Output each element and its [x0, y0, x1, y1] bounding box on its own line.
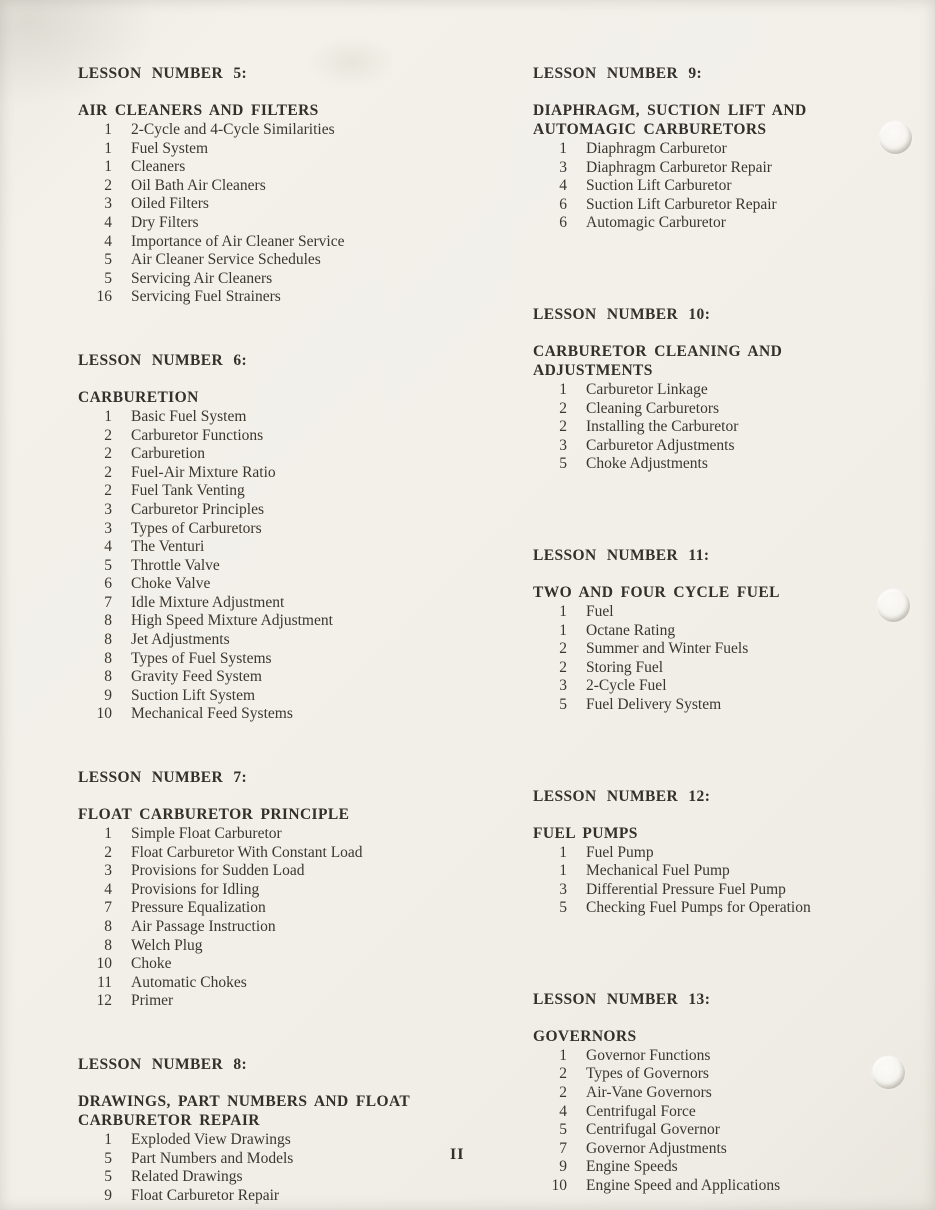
toc-entry — [533, 214, 911, 233]
lesson-section — [78, 768, 486, 1011]
entry-page-number: 10 — [96, 705, 112, 723]
entry-title: Part Numbers and Models — [131, 1149, 294, 1167]
lesson-section — [78, 351, 486, 724]
punch-hole-top — [879, 121, 912, 154]
entry-title: Throttle Valve — [131, 556, 220, 574]
entry-title: Exploded View Drawings — [131, 1130, 291, 1148]
entry-page-number: 6 — [104, 575, 112, 593]
entry-title: Diaphragm Carburetor Repair — [586, 158, 772, 176]
punch-hole-middle — [877, 589, 910, 622]
entry-page-number: 1 — [559, 602, 567, 620]
entry-page-number: 4 — [559, 177, 567, 195]
toc-entry — [78, 881, 486, 900]
entry-title: Suction Lift Carburetor — [586, 177, 732, 195]
entry-page-number: 8 — [104, 936, 112, 954]
toc-entries — [533, 381, 911, 474]
toc-entry — [78, 631, 486, 650]
entry-page-number: 10 — [551, 1177, 567, 1195]
entry-page-number: 3 — [104, 195, 112, 213]
entry-page-number: 3 — [104, 519, 112, 537]
lesson-heading: LESSON NUMBER 9: — [533, 65, 703, 82]
toc-entry — [78, 1131, 486, 1150]
lesson-section — [78, 1055, 486, 1205]
toc-entry — [533, 1121, 911, 1140]
entry-page-number: 1 — [104, 158, 112, 176]
entry-title: Choke Adjustments — [586, 455, 708, 473]
toc-entry — [533, 381, 911, 400]
entry-page-number: 9 — [104, 686, 112, 704]
toc-entry — [533, 1140, 911, 1159]
lesson-heading: LESSON NUMBER 12: — [533, 787, 711, 805]
toc-entry — [533, 159, 911, 178]
lesson-section — [533, 305, 911, 474]
section-title: CARBURETOR CLEANING AND ADJUSTMENTS — [533, 342, 783, 379]
lesson-heading: LESSON NUMBER 10: — [533, 305, 711, 323]
entry-page-number: 2 — [559, 658, 567, 676]
section-title: TWO AND FOUR CYCLE FUEL — [533, 583, 780, 601]
toc-entry — [78, 668, 486, 687]
entry-page-number: 1 — [559, 621, 567, 639]
lesson-section — [533, 546, 911, 715]
toc-entry — [533, 677, 911, 696]
entry-page-number: 2 — [104, 843, 112, 861]
toc-entry — [78, 1168, 486, 1187]
entry-page-number: 5 — [559, 1121, 567, 1139]
entry-title: Carburetor Linkage — [586, 380, 708, 398]
entry-title: Mechanical Fuel Pump — [586, 862, 730, 880]
entry-title: Pressure Equalization — [131, 899, 266, 917]
toc-entry — [78, 705, 486, 724]
entry-title: Types of Fuel Systems — [131, 649, 272, 667]
entry-title: Suction Lift System — [131, 686, 255, 704]
punch-hole-bottom — [872, 1056, 905, 1089]
entry-title: Cleaners — [131, 158, 186, 176]
entry-page-number: 3 — [104, 500, 112, 518]
toc-entry — [533, 1047, 911, 1066]
lesson-section — [533, 990, 911, 1196]
toc-entry — [533, 603, 911, 622]
entry-title: Mechanical Feed Systems — [131, 705, 293, 723]
toc-entry — [78, 937, 486, 956]
entry-page-number: 3 — [559, 880, 567, 898]
toc-entry — [78, 974, 486, 993]
lesson-section — [78, 64, 486, 307]
toc-entry — [533, 862, 911, 881]
toc-entry — [533, 622, 911, 641]
toc-entry — [533, 881, 911, 900]
toc-entry — [78, 1187, 486, 1206]
entry-title: Choke — [131, 955, 172, 973]
entry-page-number: 7 — [104, 899, 112, 917]
section-title: DRAWINGS, PART NUMBERS AND FLOAT CARBURETOR REPAIR — [78, 1092, 410, 1129]
toc-entry — [533, 437, 911, 456]
entry-page-number: 2 — [559, 399, 567, 417]
toc-entry — [78, 557, 486, 576]
toc-entry — [78, 251, 486, 270]
lesson-heading: LESSON NUMBER 8: — [78, 1055, 248, 1073]
toc-entry — [533, 1158, 911, 1177]
entry-page-number: 1 — [104, 407, 112, 425]
entry-page-number: 4 — [104, 880, 112, 898]
toc-entry — [78, 177, 486, 196]
toc-entry — [78, 140, 486, 159]
toc-entry — [78, 482, 486, 501]
toc-entry — [533, 1103, 911, 1122]
entry-page-number: 5 — [559, 695, 567, 713]
section-title: DIAPHRAGM, SUCTION LIFT AND AUTOMAGIC CARBURETORS — [533, 102, 807, 138]
section-title: FUEL PUMPS — [533, 824, 638, 842]
entry-page-number: 2 — [104, 426, 112, 444]
entry-title: Governor Adjustments — [586, 1139, 727, 1157]
entry-title: Storing Fuel — [586, 658, 664, 676]
entry-title: Carburetor Principles — [131, 500, 265, 518]
entry-page-number: 4 — [104, 538, 112, 556]
toc-entry — [78, 445, 486, 464]
entry-title: Fuel System — [131, 139, 209, 157]
entry-page-number: 7 — [559, 1139, 567, 1157]
entry-title: Welch Plug — [131, 936, 203, 954]
entry-title: Fuel Delivery System — [586, 695, 722, 713]
entry-page-number: 1 — [104, 825, 112, 843]
entry-title: Related Drawings — [131, 1168, 243, 1186]
toc-entry — [533, 1065, 911, 1084]
toc-entry — [533, 659, 911, 678]
toc-entry — [533, 1177, 911, 1196]
entry-title: Centrifugal Force — [586, 1102, 696, 1120]
entry-page-number: 8 — [104, 631, 112, 649]
entry-title: Diaphragm Carburetor — [586, 140, 727, 157]
toc-entries — [78, 1131, 486, 1205]
entry-page-number: 4 — [559, 1102, 567, 1120]
toc-entry — [78, 575, 486, 594]
entry-title: Carburetor Functions — [131, 426, 264, 444]
section-title: AIR CLEANERS AND FILTERS — [78, 102, 319, 119]
entry-title: Importance of Air Cleaner Service — [131, 232, 345, 250]
entry-title: Fuel-Air Mixture Ratio — [131, 463, 276, 481]
entry-title: Fuel Pump — [586, 843, 654, 861]
entry-title: Gravity Feed System — [131, 668, 262, 686]
toc-entries — [78, 121, 486, 307]
entry-page-number: 10 — [96, 955, 112, 973]
toc-entry — [533, 196, 911, 215]
toc-entry — [78, 214, 486, 233]
entry-page-number: 11 — [97, 973, 112, 991]
entry-title: Types of Carburetors — [131, 519, 262, 537]
entry-page-number: 1 — [559, 843, 567, 861]
toc-entry — [78, 992, 486, 1011]
entry-title: Governor Functions — [586, 1046, 711, 1064]
entry-page-number: 2 — [559, 640, 567, 658]
entry-title: Differential Pressure Fuel Pump — [586, 880, 786, 898]
entry-page-number: 1 — [559, 862, 567, 880]
toc-entry — [78, 270, 486, 289]
toc-left-column — [78, 64, 486, 1205]
toc-entry — [78, 862, 486, 881]
entry-title: 2-Cycle and 4-Cycle Similarities — [131, 121, 335, 138]
entry-page-number: 2 — [104, 176, 112, 194]
entry-page-number: 5 — [104, 1149, 112, 1167]
entry-title: Automatic Chokes — [131, 973, 247, 991]
entry-title: Primer — [131, 992, 174, 1010]
entry-title: Float Carburetor Repair — [131, 1186, 280, 1204]
entry-title: Carburetion — [131, 445, 206, 463]
toc-entry — [78, 121, 486, 140]
toc-entry — [78, 464, 486, 483]
toc-entry — [78, 918, 486, 937]
toc-entry — [78, 501, 486, 520]
entry-title: Oil Bath Air Cleaners — [131, 176, 266, 194]
toc-entry — [78, 612, 486, 631]
lesson-heading: LESSON NUMBER 11: — [533, 546, 710, 564]
toc-entry — [78, 158, 486, 177]
entry-title: Oiled Filters — [131, 195, 209, 213]
entry-title: Choke Valve — [131, 575, 211, 593]
entry-page-number: 3 — [559, 158, 567, 176]
toc-entry — [78, 899, 486, 918]
toc-entry — [78, 594, 486, 613]
toc-entry — [533, 899, 911, 918]
entry-title: Air Passage Instruction — [131, 918, 276, 935]
entry-page-number: 7 — [104, 593, 112, 611]
toc-entries — [533, 603, 911, 715]
entry-title: Installing the Carburetor — [586, 418, 739, 436]
entry-page-number: 5 — [104, 269, 112, 287]
entry-title: Air-Vane Governors — [586, 1084, 712, 1102]
entry-title: The Venturi — [131, 538, 205, 556]
entry-page-number: 5 — [104, 1168, 112, 1186]
lesson-section — [533, 64, 911, 233]
toc-entries — [533, 1047, 911, 1196]
entry-page-number: 3 — [104, 862, 112, 880]
entry-page-number: 2 — [104, 463, 112, 481]
entry-title: Fuel — [586, 602, 614, 620]
toc-entry — [78, 288, 486, 307]
toc-entry — [78, 650, 486, 669]
entry-page-number: 12 — [96, 992, 112, 1010]
entry-title: Jet Adjustments — [131, 631, 230, 649]
toc-entry — [78, 408, 486, 427]
toc-entry — [78, 1150, 486, 1169]
toc-entry — [78, 520, 486, 539]
entry-page-number: 2 — [104, 445, 112, 463]
entry-page-number: 2 — [104, 482, 112, 500]
entry-page-number: 6 — [559, 214, 567, 232]
toc-entry — [78, 687, 486, 706]
entry-title: Octane Rating — [586, 621, 676, 639]
entry-page-number: 4 — [104, 232, 112, 250]
toc-entry — [78, 955, 486, 974]
toc-entry — [533, 418, 911, 437]
entry-page-number: 8 — [104, 612, 112, 630]
entry-page-number: 5 — [104, 556, 112, 574]
toc-entry — [78, 538, 486, 557]
toc-entries — [78, 408, 486, 724]
toc-entry — [533, 140, 911, 159]
toc-entry — [78, 195, 486, 214]
section-title: GOVERNORS — [533, 1027, 637, 1045]
entry-title: Fuel Tank Venting — [131, 482, 245, 500]
entry-page-number: 9 — [559, 1158, 567, 1176]
entry-page-number: 4 — [104, 213, 112, 231]
entry-title: Simple Float Carburetor — [131, 825, 282, 843]
section-title: FLOAT CARBURETOR PRINCIPLE — [78, 806, 350, 824]
entry-title: Provisions for Idling — [131, 880, 260, 898]
entry-page-number: 3 — [559, 677, 567, 695]
entry-page-number: 8 — [104, 668, 112, 686]
entry-title: Summer and Winter Fuels — [586, 640, 749, 658]
entry-title: Servicing Air Cleaners — [131, 269, 273, 287]
toc-entry — [533, 1084, 911, 1103]
entry-page-number: 8 — [104, 649, 112, 667]
toc-entry — [533, 844, 911, 863]
entry-page-number: 2 — [559, 1065, 567, 1083]
entry-page-number: 1 — [104, 139, 112, 157]
entry-page-number: 16 — [96, 288, 112, 306]
toc-entry — [533, 177, 911, 196]
entry-title: Air Cleaner Service Schedules — [131, 251, 321, 269]
entry-page-number: 5 — [559, 899, 567, 917]
section-title: CARBURETION — [78, 388, 199, 406]
toc-entry — [533, 400, 911, 419]
toc-entry — [533, 455, 911, 474]
entry-title: Engine Speed and Applications — [586, 1177, 781, 1195]
toc-entry — [78, 825, 486, 844]
entry-title: Engine Speeds — [586, 1158, 678, 1176]
entry-page-number: 9 — [104, 1186, 112, 1204]
entry-title: Carburetor Adjustments — [586, 436, 735, 454]
entry-title: Checking Fuel Pumps for Operation — [586, 899, 811, 917]
toc-entry — [533, 696, 911, 715]
entry-page-number: 2 — [559, 1084, 567, 1102]
toc-entry — [78, 427, 486, 446]
entry-page-number: 6 — [559, 195, 567, 213]
lesson-heading: LESSON NUMBER 5: — [78, 65, 248, 82]
entry-page-number: 1 — [104, 1130, 112, 1148]
toc-entries — [78, 825, 486, 1011]
toc-right-column — [533, 64, 911, 1196]
entry-page-number: 5 — [559, 455, 567, 473]
entry-page-number: 8 — [104, 918, 112, 935]
entry-title: Centrifugal Governor — [586, 1121, 720, 1139]
lesson-section — [533, 787, 911, 918]
toc-entries — [533, 844, 911, 918]
entry-title: 2-Cycle Fuel — [586, 677, 667, 695]
toc-entry — [78, 844, 486, 863]
entry-page-number: 1 — [104, 121, 112, 138]
lesson-heading: LESSON NUMBER 7: — [78, 769, 248, 787]
entry-page-number: 1 — [559, 380, 567, 398]
lesson-heading: LESSON NUMBER 13: — [533, 990, 711, 1008]
entry-title: High Speed Mixture Adjustment — [131, 612, 333, 630]
page-number: II — [450, 1146, 465, 1163]
entry-page-number: 1 — [559, 140, 567, 157]
entry-title: Dry Filters — [131, 213, 199, 231]
entry-title: Servicing Fuel Strainers — [131, 288, 281, 306]
entry-title: Suction Lift Carburetor Repair — [586, 195, 777, 213]
entry-title: Provisions for Sudden Load — [131, 862, 305, 880]
toc-entry — [533, 640, 911, 659]
entry-title: Cleaning Carburetors — [586, 399, 720, 417]
toc-entry — [78, 233, 486, 252]
entry-title: Types of Governors — [586, 1065, 709, 1083]
lesson-heading: LESSON NUMBER 6: — [78, 351, 248, 369]
entry-title: Float Carburetor With Constant Load — [131, 843, 363, 861]
entry-page-number: 1 — [559, 1046, 567, 1064]
entry-title: Automagic Carburetor — [586, 214, 726, 232]
entry-title: Basic Fuel System — [131, 407, 247, 425]
toc-entries — [533, 140, 911, 233]
entry-title: Idle Mixture Adjustment — [131, 593, 285, 611]
entry-page-number: 3 — [559, 436, 567, 454]
entry-page-number: 5 — [104, 251, 112, 269]
entry-page-number: 2 — [559, 418, 567, 436]
